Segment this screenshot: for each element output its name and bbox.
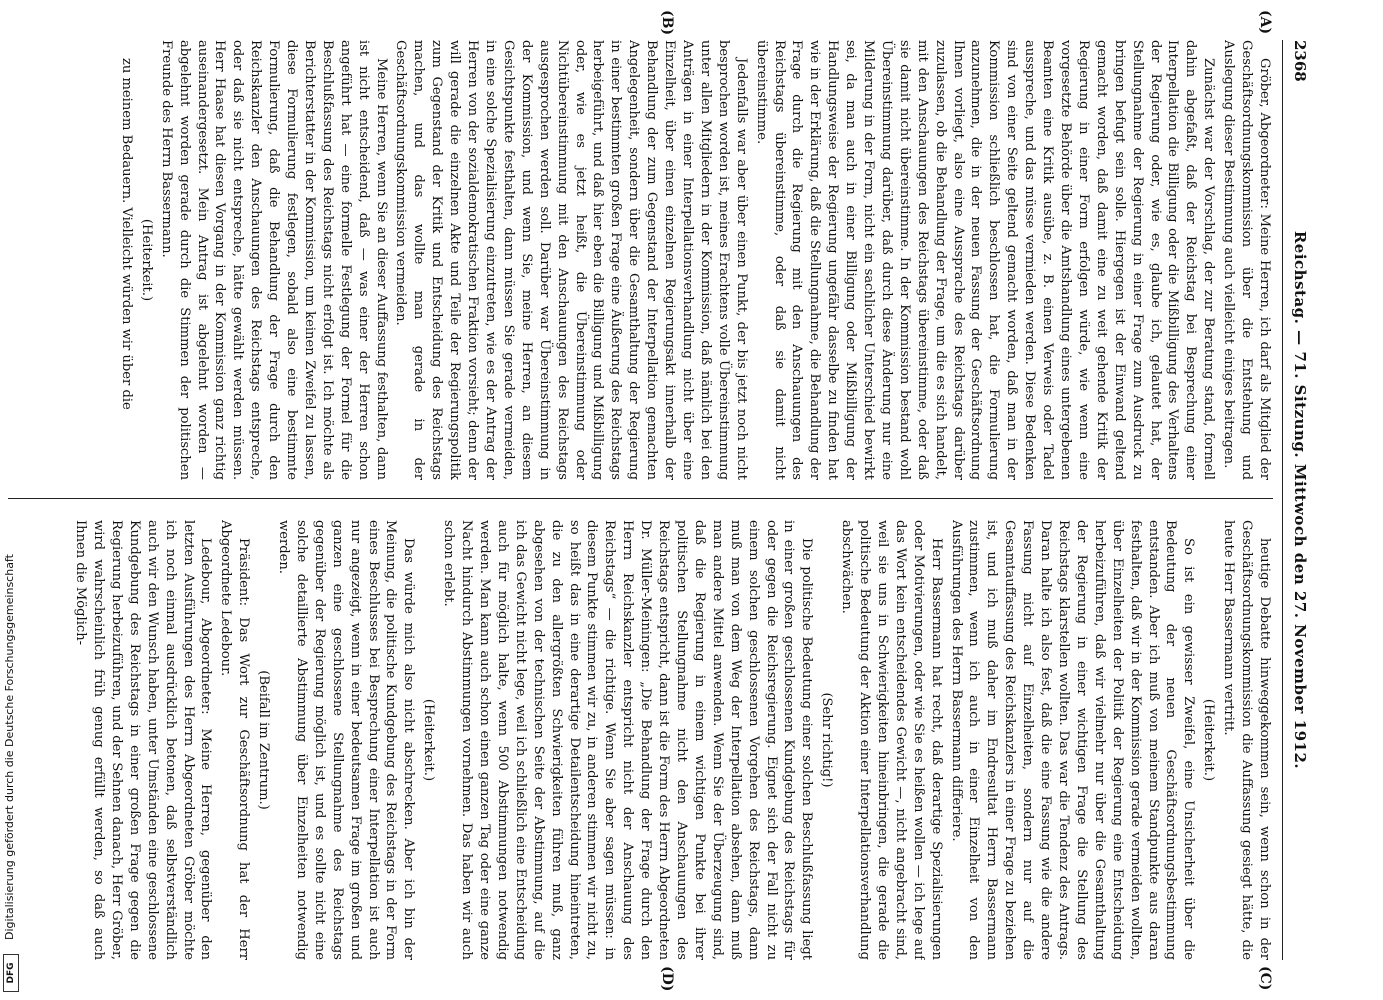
page-header [1282,40,1317,960]
right-column [13,520,1273,960]
credit-text: Digitalisierung gefördert durch die Deutsche Forschungsgemeinschaft [3,554,16,940]
paragraph: Jedenfalls war aber über einen Punkt, der bis jetzt noch nicht besprochen worden ist, meines Erachtens volle Übereinstimmung unter allen Mitgliedern in der Kommission, daß nämlich bei den Anträgen in einer Interpellationsverhandlung nicht über eine Einzelheit, über einen einzelnen Regierungsakt innerhalb der Behandlung der zum Gegenstand der Interpellation gemachten Angelegenheit, sondern über die Gesamthaltung der Regierung in einer bestimmten großen Frage eine Äußerung des Reichstags herbeigeführt, und daß hier eben die Billigung und Mißbilligung oder, wie es jetzt heißt, die Übereinstimmung oder Nichtübereinstimmung mit den Anschauungen des Reichstags ausgesprochen werden soll. Darüber war Übereinstimmung in der Kommission, und wenn Sie, meine Herren, an diesem Gesichtspunkte festhalten, dann müssen Sie gerade vermeiden, in eine solche Spezialisierung einzutreten, wie es der Antrag der Herren von der sozialdemokratischen Fraktion vorsieht; denn der will gerade die einzelnen Akte und Teile der Regierungspolitik zum Gegenstand der Kritik und Entscheidung des Reichstags machen, und das wollte man gerade in der Geschäftsordnungskommission vermeiden. [393,40,749,480]
digitization-credit [0,0,22,1000]
column-divider [8,498,1273,499]
margin-marker-b: (B) [659,10,675,36]
paragraph: Herr Bassermann hat recht, daß derartige Spezialisierungen oder Motivierungen, oder wie Sie es heißen wollen — ich lege auf das Wort kein entscheidendes Gewicht —, nicht angebracht sind, weil sie uns in Schwierigkeiten hineinbringen, die gerade die politische Bedeutung der Aktion einer Interpellationsverhandlung abschwächen. [839,520,944,960]
paragraph: Gröber, Abgeordneter: Meine Herren, ich darf als Mitglied der Geschäftsordnungskommission über die Entstehung und Auslegung dieser Bestimmung auch vielleicht einiges beitragen. [1221,40,1272,480]
reaction-note: (Heiterkeit.) [1201,698,1217,782]
paragraph: zu meinem Bedauern. Vielleicht würden wir über die [118,58,134,410]
reaction-note: (Heiterkeit.) [421,698,437,782]
margin-marker-a: (A) [1257,10,1273,35]
paragraph: heutige Debatte hinweggekommen sein, wenn schon in der Geschäftsordnungskommission die Auffassung gesiegt hätte, die heute Herr Bassermann vertritt. [1221,520,1272,960]
reaction-note: (Beifall im Zentrum.) [256,670,272,810]
paragraph: Ledebour, Abgeordneter: Meine Herren, gegenüber den letzten Ausführungen des Herrn Abgeordneten Gröber möchte ich noch einmal ausdrücklich betonen, daß selbstverständlich auch wir den Wunsch haben, unter Umständen eine geschlossene Kundgebung des Reichstags in einer großen Frage gegen die Regierung herbeizuführen, und der Sehnen danach, Herr Gröber, wird wahrscheinlich früh genug erfüllt werden, so daß auch Ihnen die Möglich- [73,520,214,960]
paragraph: Das würde mich also nicht abschrecken. Aber ich bin der Meinung, die politische Kundgebung des Reichstags in der Form eines Beschlusses bei Besprechung einer Interpellation ist auch nur angezeigt, wenn in einer bedeutsamen Frage im großen und ganzen eine geschlossene Stellungnahme des Reichstags gegenüber der Regierung möglich ist, und es sollte nicht eine solche detaillierte Abstimmung über Einzelheiten notwendig werden. [276,520,417,960]
paragraph: So ist ein gewisser Zweifel, eine Unsicherheit über die Bedeutung der neuen Geschäftsordnungsbestimmung entstanden. Aber ich muß von meinem Standpunkte aus daran festhalten, daß wir in der Kommission gerade vermeiden wollten, über Einzelheiten der Politik der Regierung eine Entscheidung herbeizuführen, daß wir vielmehr nur über die Gesamthaltung der Regierung in einer wichtigen Frage die Stellung des Reichstags klarstellen wollten. Das war die Tendenz des Antrags. Daran halte ich also fest, daß die eine Fassung wie die andere Fassung nicht auf Einzelheiten, sondern nur auf die Gesamtauffassung des Reichskanzlers in einer Frage zu beziehen ist, und ich muß daher im Endresultat Herrn Bassermann zustimmen, wenn ich auch in einer Einzelheit von den Ausführungen des Herrn Bassermann differiere. [948,520,1197,960]
paragraph: Meine Herren, wenn Sie an dieser Auffassung festhalten, dann ist nicht entscheidend, daß — was einer der Herren schon angeführt hat — eine formelle Festlegung der Formel für die Beschlußfassung des Reichstags nicht erfolgt ist. Ich möchte als Berichterstatter in der Kommission, um keinen Zweifel zu lassen, diese Formulierung festlegen, sobald also eine bestimmte Formulierung, daß die Behandlung der Frage durch den Reichskanzler den Anschauungen des Reichstags entspreche, oder daß sie nicht entspreche, hätte gewählt werden müssen. Herr Haase hat diesen Vorgang in der Kommission ganz richtig auseinandergesetzt. Mein Antrag ist abgelehnt worden — abgelehnt worden gerade durch die Stimmen der politischen Freunde des Herrn Bassermann. [158,40,389,480]
reaction-note: (Sehr richtig!) [819,692,835,788]
paragraph: Die politische Bedeutung einer solchen Beschlußfassung liegt in einer großen geschlossenen Kundgebung des Reichstags für oder gegen die Reichsregierung. Eignet sich der Fall nicht zu einem solchen geschlossenen Vorgehen des Reichstags, dann muß man von dem Weg der Interpellation absehen, dann muß man andere Mittel anwenden. Wenn Sie der Überzeugung sind, daß die Regierung in einem wichtigen Punkte bei ihrer politischen Stellungnahme nicht den Anschauungen des Reichstags entspricht, dann ist die Form des Herrn Abgeordneten Dr. Müller-Meiningen: „Die Behandlung der Frage durch den Herrn Reichskanzler entspricht nicht der Anschauung des Reichstags“ — die richtige. Wenn Sie aber sagen müssen: in diesem Punkte stimmen wir zu, in anderen stimmen wir nicht zu, so heißt das in eine derartige Detailentscheidung hineintreten, die zu den allergrößten Schwierigkeiten führen muß, ganz abgesehen von der technischen Seite der Abstimmung, auf die ich das Gewicht nicht lege, weil ich schließlich eine Entscheidung auch für möglich halte, wenn 500 Abstimmungen notwendig werden. Man kann auch schon einen ganzen Tag oder eine ganze Nacht hindurch Abstimmungen vornehmen. Das haben wir auch schon erlebt. [441,520,815,960]
page-title: Reichstag. — 71. Sitzung. Mittwoch den 27. November 1912. [1291,230,1309,770]
left-column [13,40,1273,480]
dfg-logo: DFG [3,954,19,992]
margin-marker-d: (D) [659,966,675,992]
paragraph: Präsident: Das Wort zur Geschäftsordnung hat der Herr Abgeordnete Ledebour. [218,520,252,960]
page-number: 2368 [1291,40,1309,82]
paragraph: Zunächst war der Vorschlag, der zur Beratung stand, formell dahin abgefaßt, daß der Reichstag bei Besprechung einer Interpellation die Billigung oder die Mißbilligung des Verhaltens der Regierung oder, wie es, glaube ich, gelautet hat, der Stellungnahme der Regierung in einer Frage zum Ausdruck zu bringen befugt sein solle. Hiergegen ist der Einwand geltend gemacht worden, daß damit eine zu weit gehende Kritik der Regierung in einer Form erfolgen würde, wie wenn eine vorgesetzte Behörde über die Amtshandlung eines untergebenen Beamten eine Kritik ausübe, z. B. einen Verweis oder Tadel ausspreche, und das müsse vermieden werden. Diese Bedenken sind von einer Seite geltend gemacht worden, daß man in der Kommission schließlich beschlossen hat, die Formulierung anzunehmen, die in der neuen Fassung der Geschäftsordnung Ihnen vorliegt, also eine Aussprache des Reichstags darüber zuzulassen, ob die Behandlung der Frage, um die es sich handelt, mit den Anschauungen des Reichstags übereinstimme, oder daß sie damit nicht übereinstimme. In der Kommission bestand wohl Übereinstimmung darüber, daß durch diese Änderung nur eine Milderung in der Form, nicht ein sachlicher Unterschied bewirkt sei, da man auch in einer Billigung oder Mißbilligung der Handlungsweise der Regierung ungefähr dasselbe zu finden hat wie in der Erklärung, daß die Stellungnahme, die Behandlung der Frage durch die Regierung mit den Anschauungen des Reichstags übereinstimme, oder daß sie damit nicht übereinstimme. [753,40,1217,480]
reaction-note: (Heiterkeit.) [138,218,154,302]
margin-marker-c: (C) [1257,966,1273,991]
